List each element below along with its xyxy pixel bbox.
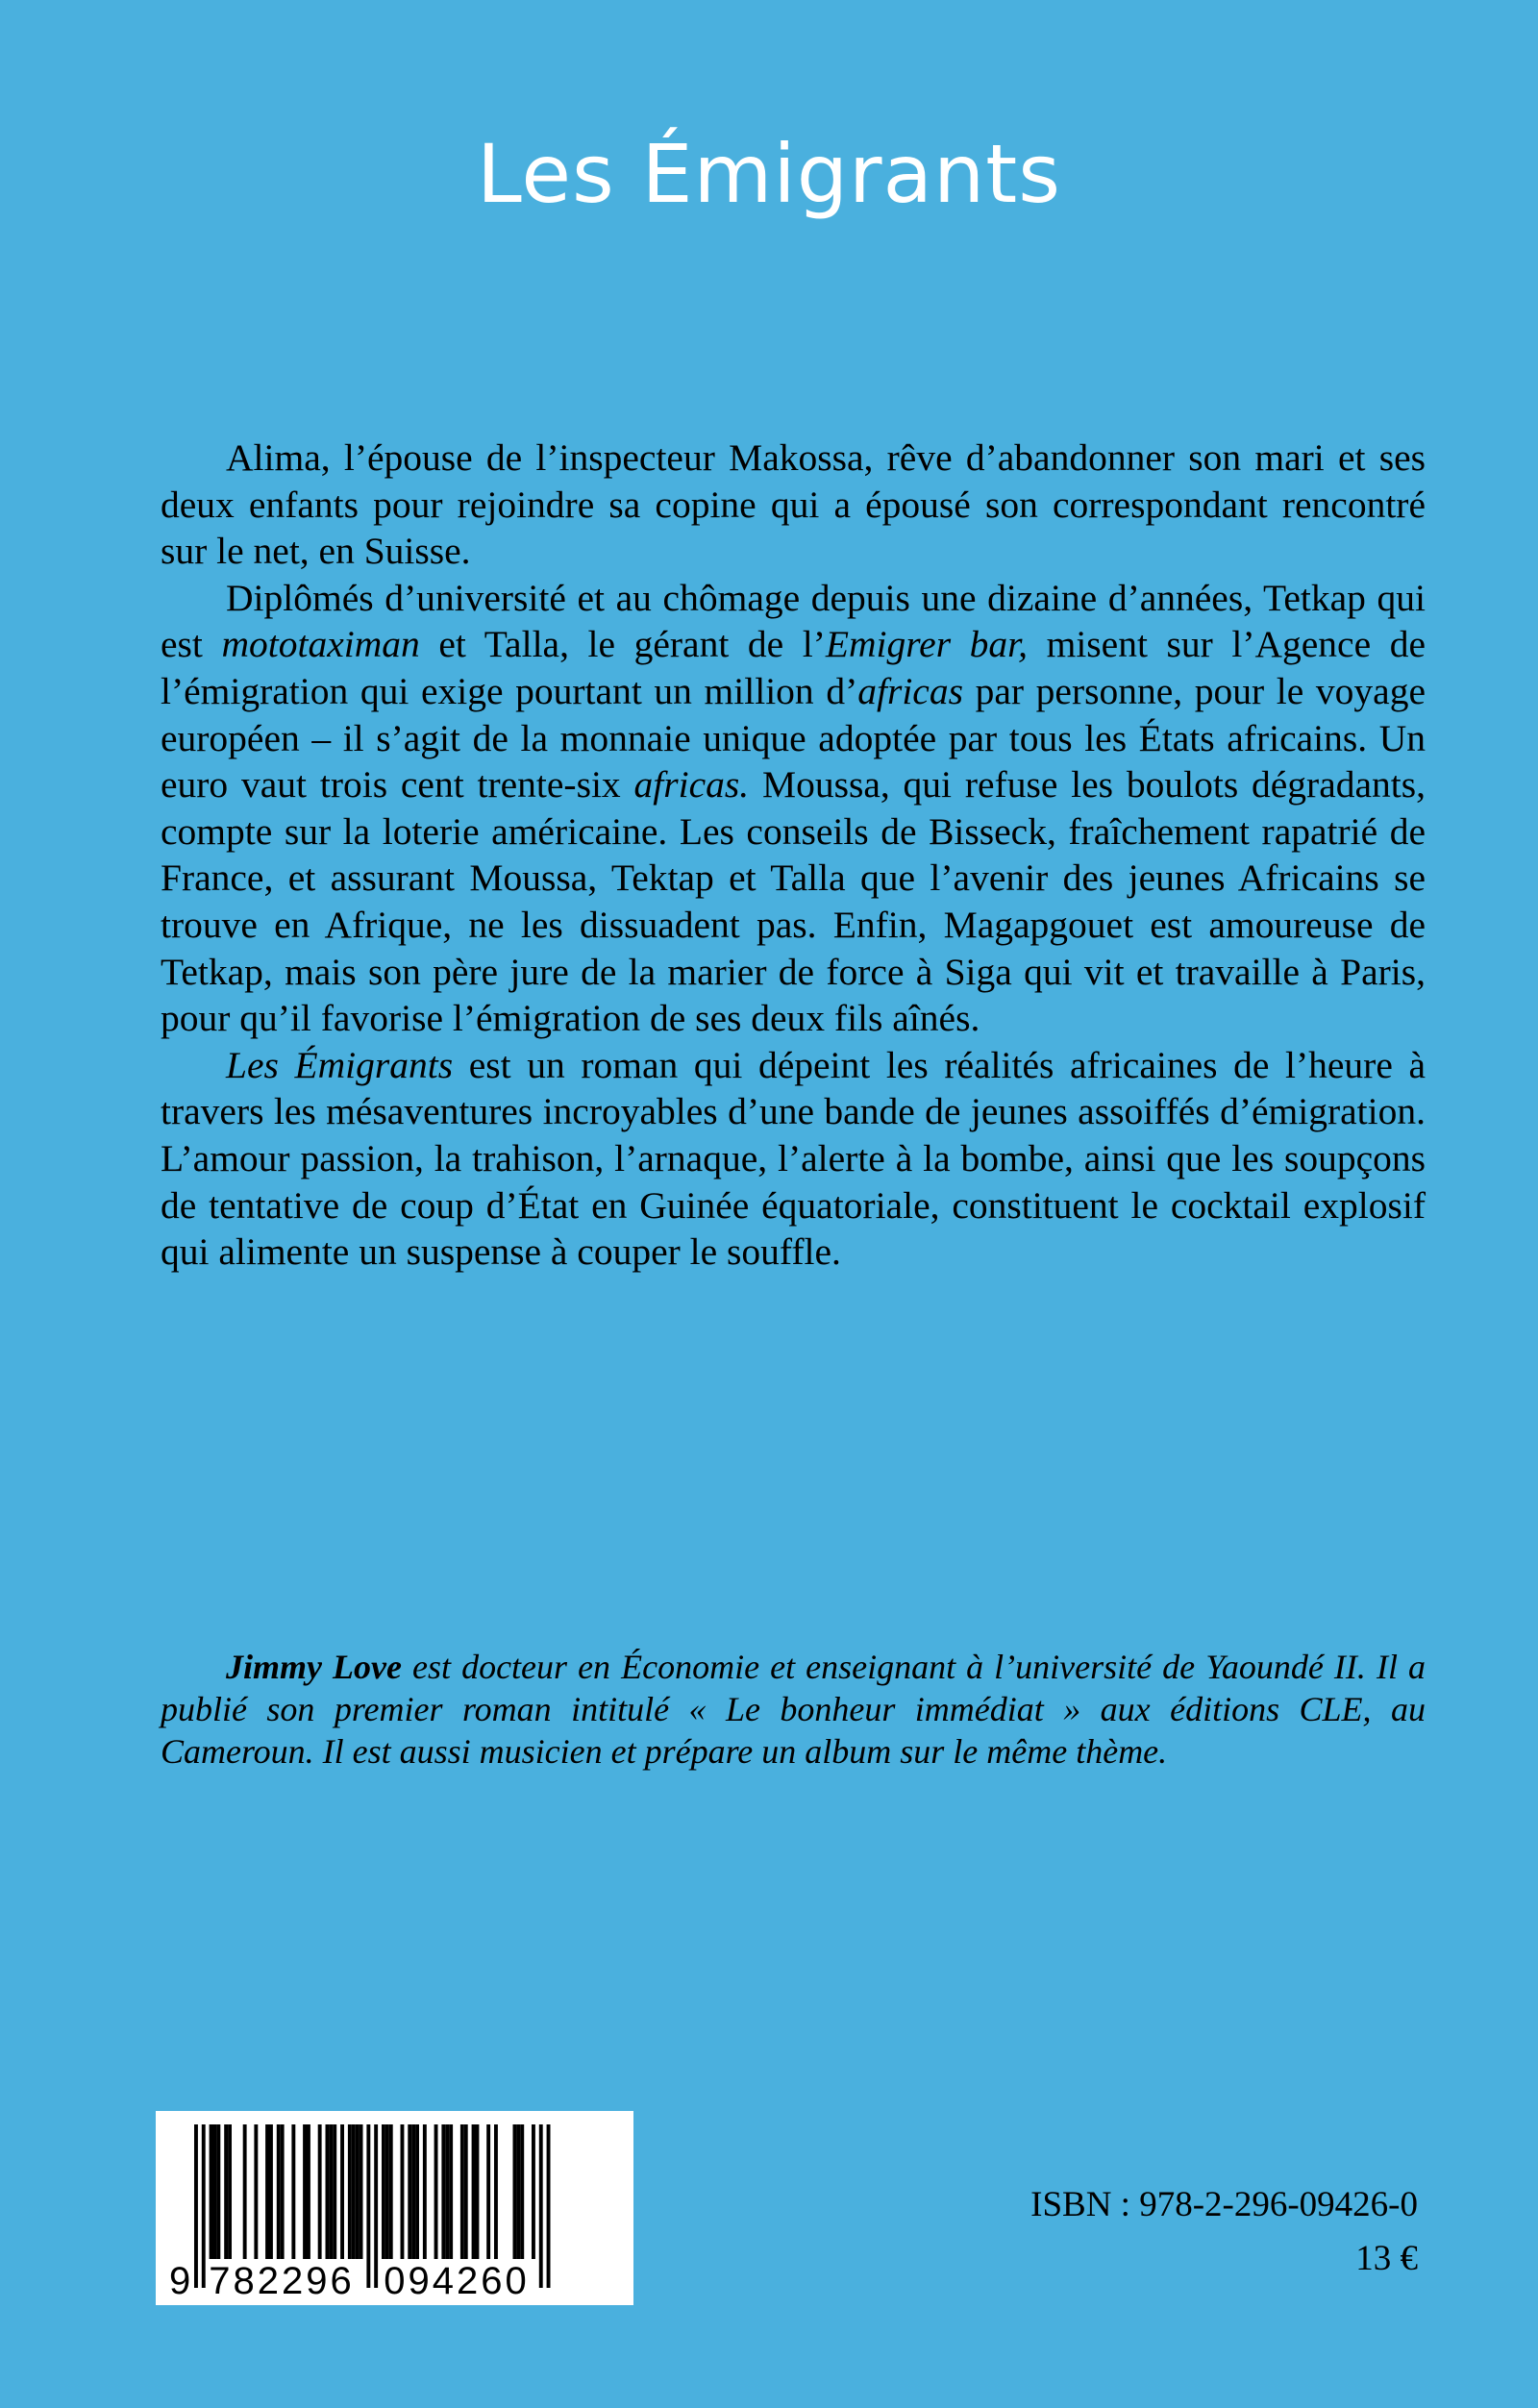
author-bio-text: est docteur en Économie et enseignant à l’université de Yaoundé II. Il a publié son premier roman intitulé « Le bonheur immédiat » aux éditions CLE, au Cameroun. Il est aussi musicien et prépare un album sur le même thème.	[161, 1648, 1426, 1771]
barcode	[156, 2111, 633, 2305]
author-name: Jimmy Love	[226, 1648, 402, 1686]
barcode-bar	[329, 2124, 333, 2259]
barcode-digits-right: 094260	[384, 2260, 530, 2302]
barcode-bar	[307, 2124, 310, 2259]
barcode-bar	[411, 2124, 415, 2259]
barcode-bar	[449, 2124, 453, 2259]
synopsis-paragraph-3	[161, 1042, 1426, 1276]
book-title: Les Émigrants	[477, 127, 1061, 221]
barcode-bar	[356, 2124, 360, 2259]
barcode-bar	[423, 2124, 427, 2259]
synopsis-paragraph-2	[161, 575, 1426, 1042]
barcode-bar	[539, 2124, 543, 2288]
author-bio	[161, 1646, 1426, 1773]
barcode-bar	[210, 2124, 213, 2259]
barcode-bar	[516, 2124, 520, 2259]
barcode-bar	[547, 2124, 551, 2288]
barcode-bar	[348, 2124, 352, 2259]
synopsis-italic: Emigrer bar,	[825, 623, 1029, 666]
barcode-bar	[434, 2124, 438, 2259]
barcode-bar	[486, 2124, 490, 2259]
barcode-bar	[385, 2124, 389, 2259]
barcode-bar	[472, 2124, 476, 2259]
barcode-bar	[382, 2124, 385, 2259]
barcode-bar	[224, 2124, 228, 2259]
synopsis-text: Diplômés d’université et au chômage depuis une dizaine d’années, Tetkap qui est	[161, 576, 1426, 666]
barcode-bar	[194, 2124, 198, 2288]
barcode-digits-left: 782296	[209, 2260, 355, 2302]
isbn: ISBN : 978-2-296-09426-0	[1030, 2185, 1418, 2224]
synopsis-italic: africas.	[633, 763, 750, 807]
barcode-bar	[441, 2124, 445, 2259]
barcode-bar	[415, 2124, 419, 2259]
barcode-bar	[360, 2124, 363, 2259]
synopsis-italic: Les Émigrants	[226, 1043, 454, 1086]
barcode-bar	[291, 2124, 295, 2259]
barcode-bar	[401, 2124, 405, 2259]
synopsis-text: par personne, pour le voyage européen – il s’agit de la monnaie unique adoptée par tous les États africains. Un euro vaut trois cent trente-six	[161, 669, 1426, 807]
synopsis-text: et Talla, le gérant de l’	[419, 623, 826, 666]
barcode-bar	[445, 2124, 449, 2259]
price: 13 €	[1355, 2239, 1418, 2278]
barcode-bar	[202, 2124, 206, 2288]
synopsis-paragraph-1	[161, 434, 1426, 575]
barcode-bar	[520, 2124, 524, 2259]
barcode-bar	[366, 2124, 370, 2288]
synopsis-text: misent sur l’Agence de l’émigration qui exige pourtant un million d’	[161, 623, 1426, 712]
barcode-graphic	[156, 2111, 633, 2305]
barcode-bar	[254, 2124, 258, 2259]
barcode-bar	[213, 2124, 217, 2259]
barcode-bar	[460, 2124, 464, 2259]
barcode-bar	[464, 2124, 468, 2259]
barcode-bar	[352, 2124, 356, 2259]
barcode-bar	[374, 2124, 378, 2288]
barcode-bar	[265, 2124, 269, 2259]
barcode-bar	[494, 2124, 498, 2259]
barcode-bar	[389, 2124, 393, 2259]
barcode-bar	[408, 2124, 411, 2259]
barcode-bar	[269, 2124, 273, 2259]
barcode-bar	[243, 2124, 247, 2259]
synopsis-text: Alima, l’épouse de l’inspecteur Makossa, rêve d’abandonner son mari et ses deux enfants pour rejoindre sa copine qui a épousé son correspondant rencontré sur le net, en Suisse.	[161, 436, 1426, 573]
synopsis	[161, 434, 1426, 1276]
barcode-bar	[326, 2124, 330, 2259]
synopsis-italic: africas	[857, 669, 963, 712]
barcode-bar	[228, 2124, 232, 2259]
synopsis-italic: mototaximan	[221, 623, 420, 666]
barcode-bar	[476, 2124, 480, 2259]
barcode-bar	[277, 2124, 281, 2259]
barcode-bar	[318, 2124, 322, 2259]
barcode-bar	[513, 2124, 517, 2259]
barcode-bar	[532, 2124, 535, 2259]
barcode-bar	[333, 2124, 336, 2259]
barcode-digit-first: 9	[169, 2260, 191, 2302]
barcode-bar	[340, 2124, 344, 2259]
barcode-bar	[216, 2124, 220, 2259]
synopsis-text: est un roman qui dépeint les réalités africaines de l’heure à travers les mésaventures incroyables d’une bande de jeunes assoiffés d’émigration. L’amour passion, la trahison, l’arnaque, l’alerte à la bombe, ainsi que les soupçons de tentative de coup d’État en Guinée équatoriale, constituent le cocktail explosif qui alimente un suspense à couper le souffle.	[161, 1043, 1426, 1274]
barcode-bar	[303, 2124, 307, 2259]
synopsis-text: Moussa, qui refuse les boulots dégradants, compte sur la loterie américaine. Les conseils de Bisseck, fraîchement rapatrié de France, et assurant Moussa, Tektap et Talla que l’avenir des jeunes Africains se trouve en Afrique, ne les dissuadent pas. Enfin, Magapgouet est amoureuse de Tetkap, mais son père jure de la marier de force à Siga qui vit et travaille à Paris, pour qu’il favorise l’émigration de ses deux fils aînés.	[161, 763, 1426, 1040]
barcode-bar	[281, 2124, 285, 2259]
